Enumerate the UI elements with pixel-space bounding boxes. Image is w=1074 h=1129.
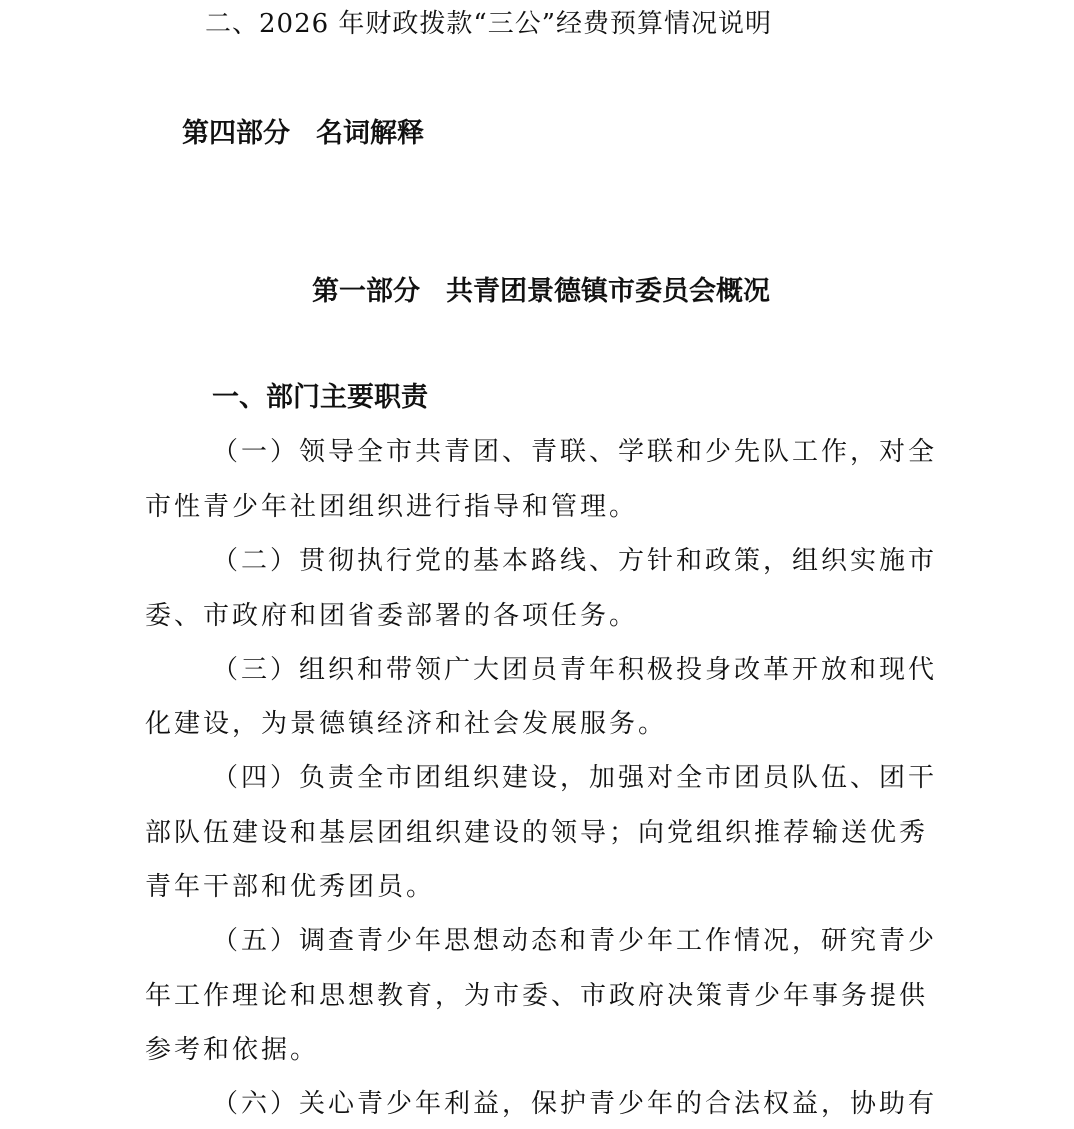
part1-heading <box>312 272 770 312</box>
paragraph-line: 市性青少年社团组织进行指导和管理。 <box>145 492 639 522</box>
paragraph-line: （五）调查青少年思想动态和青少年工作情况，研究青少 <box>212 926 938 956</box>
section-heading: 一、部门主要职责 <box>212 382 428 413</box>
paragraph-line: （六）关心青少年利益，保护青少年的合法权益，协助有 <box>212 1089 938 1119</box>
paragraph-line: 化建设，为景德镇经济和社会发展服务。 <box>145 709 668 739</box>
part4-heading <box>182 114 424 154</box>
paragraph-line: （三）组织和带领广大团员青年积极投身改革开放和现代 <box>212 655 938 685</box>
toc-item-2: 二、2026 年财政拨款“三公”经费预算情况说明 <box>205 9 773 39</box>
part1-title: 共青团景德镇市委员会概况 <box>446 276 770 307</box>
part4-number: 第四部分 <box>182 118 290 149</box>
paragraph-line: （一）领导全市共青团、青联、学联和少先队工作，对全 <box>212 437 938 467</box>
paragraph-line: 参考和依据。 <box>145 1035 320 1065</box>
part4-title: 名词解释 <box>316 118 424 149</box>
paragraph-line: 委、市政府和团省委部署的各项任务。 <box>145 601 639 631</box>
paragraph-line: （四）负责全市团组织建设，加强对全市团员队伍、团干 <box>212 763 938 793</box>
part1-number: 第一部分 <box>312 276 420 307</box>
paragraph-line: 青年干部和优秀团员。 <box>145 872 436 902</box>
paragraph-line: 年工作理论和思想教育，为市委、市政府决策青少年事务提供 <box>145 981 929 1011</box>
paragraph-line: （二）贯彻执行党的基本路线、方针和政策，组织实施市 <box>212 546 938 576</box>
paragraph-line: 部队伍建设和基层团组织建设的领导；向党组织推荐输送优秀 <box>145 818 929 848</box>
